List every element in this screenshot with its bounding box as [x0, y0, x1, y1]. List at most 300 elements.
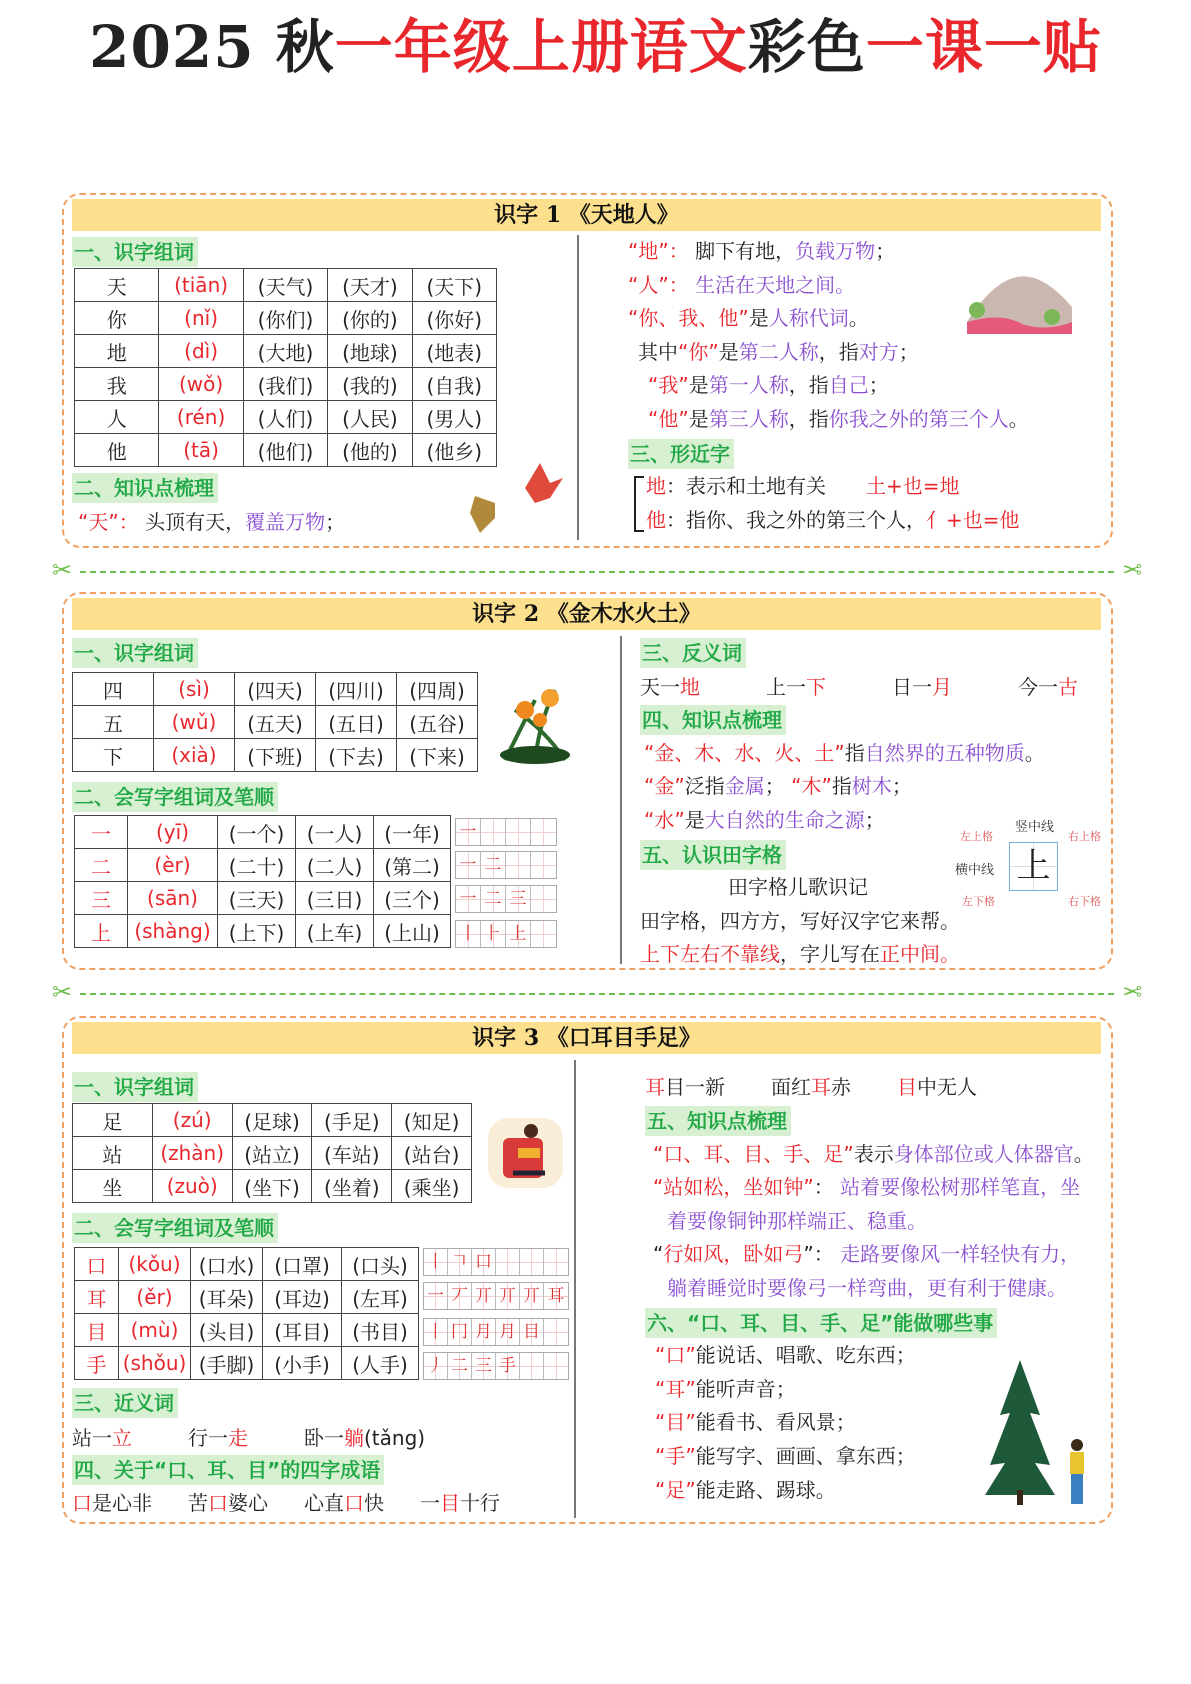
- text-segment: ”：: [803, 1242, 841, 1267]
- text-line: [640, 905, 1045, 939]
- character-cell: 三: [75, 882, 128, 915]
- word-pair: [304, 1486, 420, 1520]
- text-segment: “你、我、他”: [628, 306, 749, 331]
- word-cell: (一人): [296, 816, 374, 849]
- word-cell: (天才): [328, 269, 412, 302]
- character-cell: 天: [75, 269, 159, 302]
- text-segment: “口”: [655, 1343, 696, 1368]
- stroke-step: [531, 852, 556, 878]
- text-segment: “他”: [648, 406, 689, 431]
- stroke-step: [496, 1249, 520, 1275]
- table-row: [75, 401, 497, 434]
- text-segment: 地: [646, 474, 666, 499]
- text-segment: “: [653, 1242, 664, 1267]
- text-segment: 行如风，卧如弓: [663, 1242, 804, 1267]
- word-cell: (手脚): [191, 1347, 263, 1380]
- text-line: [640, 938, 1045, 972]
- table-row: [75, 849, 451, 882]
- word-cell: (天气): [243, 269, 327, 302]
- text-segment: 自己: [828, 373, 869, 398]
- text-segment: 着要像铜钟那样端正、稳重。: [667, 1208, 927, 1233]
- pinyin-cell: (nǐ): [159, 302, 243, 335]
- stroke-step: [506, 819, 531, 845]
- word-cell: (书目): [342, 1314, 419, 1347]
- text-segment: 金属: [724, 774, 765, 799]
- text-segment: 自然界的五种物质: [864, 740, 1025, 765]
- stroke-step: 月: [472, 1319, 496, 1345]
- word-cell: (一年): [374, 816, 451, 849]
- text-segment: 脚下有地，: [688, 239, 796, 263]
- pinyin-cell: (shǒu): [119, 1347, 191, 1380]
- word-pair: [1018, 670, 1144, 704]
- stroke-step: 二: [448, 1353, 472, 1379]
- text-line: [645, 1238, 1094, 1272]
- scissors-icon: ✂: [1121, 978, 1142, 1006]
- section-heading: 一、识字组词: [72, 1072, 198, 1102]
- text-segment: 。: [848, 306, 869, 331]
- word-pair: [72, 1486, 188, 1520]
- text-segment: 田字格儿歌识记: [728, 875, 868, 900]
- text-segment: “水”: [644, 807, 685, 832]
- text-segment: 一年级上册语文: [334, 13, 748, 81]
- word-cell: (下去): [316, 739, 397, 772]
- bracket: [634, 476, 644, 532]
- text-segment: 天一: [640, 675, 680, 699]
- word-cell: (口罩): [263, 1248, 342, 1281]
- stroke-step: 丨: [424, 1249, 448, 1275]
- stroke-step: 二: [481, 886, 506, 912]
- text-segment: ，指: [788, 406, 829, 431]
- stroke-step: [544, 1353, 568, 1379]
- text-segment: “手”: [655, 1443, 696, 1468]
- table-row: [75, 1347, 419, 1380]
- table-row: [73, 706, 478, 739]
- cut-line: [52, 978, 1142, 1006]
- word-cell: (他的): [328, 434, 412, 467]
- text-segment: “足”: [655, 1477, 696, 1502]
- pinyin-cell: (èr): [128, 849, 218, 882]
- word-cell: (一个): [218, 816, 296, 849]
- text-segment: 。: [1024, 740, 1045, 765]
- text-segment: 口: [72, 1491, 92, 1515]
- word-cell: (口水): [191, 1248, 263, 1281]
- text-segment: ，字儿写在: [780, 942, 880, 967]
- text-segment: 第一人称: [708, 373, 789, 398]
- pinyin-cell: (yī): [128, 816, 218, 849]
- text-segment: 能走路、踢球。: [695, 1477, 836, 1502]
- text-segment: 苦: [188, 1491, 208, 1515]
- text-segment: 站着要像松树那样笔直，坐: [840, 1175, 1081, 1200]
- reading-girl-illustration: [483, 1113, 568, 1193]
- text-segment: 田字格，四方方，写好汉字它来帮。: [640, 908, 960, 933]
- text-line: [645, 1138, 1094, 1172]
- word-pair: [188, 1421, 304, 1455]
- column-divider: [620, 636, 622, 964]
- word-cell: (耳边): [263, 1281, 342, 1314]
- character-cell: 人: [75, 401, 159, 434]
- section-heading: 二、知识点梳理: [72, 473, 218, 503]
- text-segment: ：表示和土地有关: [666, 474, 866, 499]
- text-segment: 走: [228, 1426, 248, 1450]
- stroke-step: 目: [520, 1319, 544, 1345]
- word-cell: (大地): [243, 335, 327, 368]
- table-row: [75, 816, 451, 849]
- section-heading: 五、认识田字格: [640, 840, 786, 870]
- pinyin-cell: (tiān): [159, 269, 243, 302]
- stroke-order-grid: [455, 885, 557, 913]
- word-cell: (五日): [316, 706, 397, 739]
- text-segment: “人”：: [628, 272, 689, 297]
- tianzige-label: 右上格: [1068, 830, 1101, 843]
- word-cell: (二人): [296, 849, 374, 882]
- text-segment: 目: [897, 1075, 917, 1099]
- section-heading: 四、关于“口、耳、目”的四字成语: [72, 1455, 384, 1485]
- text-segment: 躺: [344, 1426, 364, 1450]
- word-cell: (下来): [397, 739, 478, 772]
- table-row: [73, 1170, 472, 1203]
- text-segment: “口、耳、目、手、足”: [653, 1141, 854, 1166]
- text-segment: 立: [112, 1426, 132, 1450]
- text-segment: 上一: [766, 675, 806, 699]
- text-segment: 面红: [771, 1075, 811, 1099]
- text-segment: 月: [932, 675, 952, 699]
- pinyin-cell: (zú): [152, 1104, 232, 1137]
- word-cell: (手足): [312, 1104, 392, 1137]
- character-cell: 二: [75, 849, 128, 882]
- text-segment: 其中: [638, 339, 678, 364]
- text-segment: (tǎng): [364, 1426, 426, 1450]
- text-segment: 大自然的生命之源: [704, 807, 865, 832]
- text-segment: “站如松，坐如钟”: [653, 1175, 814, 1200]
- character-cell: 下: [73, 739, 154, 772]
- text-segment: 是: [684, 807, 705, 832]
- pinyin-cell: (wǒ): [159, 368, 243, 401]
- text-segment: 口: [208, 1491, 228, 1515]
- character-cell: 手: [75, 1347, 119, 1380]
- text-segment: 人称代词: [768, 306, 849, 331]
- text-segment: 树木: [851, 774, 892, 799]
- text-line: [645, 1171, 1094, 1205]
- antonym-row: [640, 670, 1144, 704]
- word-cell: (上车): [296, 915, 374, 948]
- word-pair: [892, 670, 1018, 704]
- stroke-order-grid: [455, 851, 557, 879]
- word-cell: (人民): [328, 401, 412, 434]
- text-segment: “天”：: [78, 510, 139, 534]
- word-cell: (四川): [316, 673, 397, 706]
- text-segment: 能说话、唱歌、吃东西；: [695, 1343, 916, 1368]
- word-cell: (上山): [374, 915, 451, 948]
- stroke-step: 手: [496, 1353, 520, 1379]
- text-line: [628, 504, 1029, 538]
- section-heading: 三、反义词: [640, 638, 746, 668]
- pinyin-cell: (wǔ): [154, 706, 235, 739]
- section-heading: 一、识字组词: [72, 237, 198, 267]
- word-cell: (耳朵): [191, 1281, 263, 1314]
- table-row: [75, 434, 497, 467]
- text-segment: ：: [813, 1175, 841, 1200]
- scissors-icon: ✂: [52, 556, 73, 584]
- character-cell: 地: [75, 335, 159, 368]
- word-cell: (地表): [412, 335, 496, 368]
- word-cell: (坐下): [232, 1170, 312, 1203]
- text-segment: ，指: [788, 373, 829, 398]
- text-segment: “目”: [655, 1410, 696, 1435]
- text-line: [640, 770, 1045, 804]
- text-segment: 第三人称: [708, 406, 789, 431]
- character-cell: 我: [75, 368, 159, 401]
- stroke-step: [531, 886, 556, 912]
- stroke-step: 二: [481, 852, 506, 878]
- stroke-step: 丨: [456, 921, 481, 947]
- scissors-icon: ✂: [1121, 556, 1142, 584]
- word-cell: (你好): [412, 302, 496, 335]
- word-cell: (人们): [243, 401, 327, 434]
- text-segment: “我”: [648, 373, 689, 398]
- stroke-step: 一: [456, 819, 481, 845]
- table-row: [75, 335, 497, 368]
- text-segment: “地”：: [628, 239, 689, 263]
- section-heading: 三、近义词: [72, 1388, 178, 1418]
- text-segment: 正中间。: [880, 942, 960, 967]
- text-segment: 指: [844, 740, 865, 765]
- text-segment: 一: [420, 1491, 440, 1515]
- word-cell: (男人): [412, 401, 496, 434]
- character-cell: 一: [75, 816, 128, 849]
- word-pair: [72, 1421, 188, 1455]
- section-heading: 四、知识点梳理: [640, 705, 786, 735]
- word-table: [74, 268, 497, 467]
- pinyin-cell: (rén): [159, 401, 243, 434]
- stroke-step: 耳: [544, 1283, 568, 1309]
- character-cell: 坐: [73, 1170, 153, 1203]
- word-table: [72, 1103, 472, 1203]
- text-segment: ；: [898, 339, 919, 364]
- text-segment: “木”: [791, 774, 832, 799]
- text-segment: ；: [868, 373, 889, 398]
- stroke-step: 𠃍: [448, 1249, 472, 1275]
- synonym-row: [72, 1421, 426, 1455]
- text-segment: 身体部位或人体器官: [893, 1141, 1074, 1166]
- pinyin-cell: (sì): [154, 673, 235, 706]
- table-row: [75, 302, 497, 335]
- stroke-step: [544, 1319, 568, 1345]
- tianzige-label: 左下格: [962, 895, 995, 908]
- pinyin-cell: (xià): [154, 739, 235, 772]
- text-line: [628, 369, 1029, 403]
- text-segment: “金”: [644, 774, 685, 799]
- text-segment: “你”: [678, 339, 719, 364]
- text-line: [628, 403, 1029, 437]
- text-segment: 婆心: [228, 1491, 268, 1515]
- text-segment: 上下左右不靠线: [640, 942, 780, 967]
- stroke-step: 口: [472, 1249, 496, 1275]
- character-cell: 他: [75, 434, 159, 467]
- character-cell: 足: [73, 1104, 153, 1137]
- scissors-icon: ✂: [52, 978, 73, 1006]
- word-table: [72, 672, 478, 772]
- text-segment: 泛指: [684, 774, 725, 799]
- pinyin-cell: (tā): [159, 434, 243, 467]
- word-cell: (站立): [232, 1137, 312, 1170]
- lesson-header: 识字 1 《天地人》: [72, 199, 1101, 231]
- pinyin-cell: (ěr): [119, 1281, 191, 1314]
- character-cell: 耳: [75, 1281, 119, 1314]
- stroke-order-grid: [423, 1352, 569, 1380]
- stroke-step: 三: [506, 886, 531, 912]
- word-cell: (地球): [328, 335, 412, 368]
- stroke-step: 丿: [424, 1353, 448, 1379]
- butterflies-illustration: [465, 458, 565, 538]
- pinyin-cell: (dì): [159, 335, 243, 368]
- word-cell: (小手): [263, 1347, 342, 1380]
- word-cell: (他乡): [412, 434, 496, 467]
- word-pair: [897, 1070, 1023, 1104]
- stroke-step: 丌: [472, 1283, 496, 1309]
- text-segment: 日一: [892, 675, 932, 699]
- tianzige-label: 竖中线: [1015, 820, 1055, 835]
- word-cell: (三个): [374, 882, 451, 915]
- lesson-header: 识字 3 《口耳目手足》: [72, 1022, 1101, 1054]
- table-row: [75, 1281, 419, 1314]
- word-cell: (站台): [392, 1137, 472, 1170]
- text-line: [628, 470, 1029, 504]
- table-row: [75, 1248, 419, 1281]
- word-pair: [640, 670, 766, 704]
- text-segment: 能写字、画画、拿东西；: [695, 1443, 916, 1468]
- word-cell: (左耳): [342, 1281, 419, 1314]
- tianzige-label: 左上格: [960, 830, 993, 843]
- word-pair: [304, 1421, 426, 1455]
- stroke-step: [520, 1249, 544, 1275]
- page-title: [0, 0, 1191, 84]
- pinyin-cell: (kǒu): [119, 1248, 191, 1281]
- text-segment: 耳: [645, 1075, 665, 1099]
- text-line: [640, 737, 1045, 771]
- text-segment: 他: [646, 507, 666, 532]
- section-heading: 二、会写字组词及笔顺: [72, 782, 278, 812]
- word-cell: (人手): [342, 1347, 419, 1380]
- table-row: [75, 882, 451, 915]
- character-cell: 站: [73, 1137, 153, 1170]
- text-segment: 目一新: [665, 1075, 725, 1099]
- stroke-order-grid: [455, 818, 557, 846]
- tree-and-boy-illustration: [985, 1355, 1095, 1510]
- text-segment: 指: [831, 774, 852, 799]
- stroke-step: [544, 1249, 568, 1275]
- text-segment: 古: [1058, 675, 1078, 699]
- stroke-step: 丌: [520, 1283, 544, 1309]
- text-segment: 你我之外的第三个人: [828, 406, 1009, 431]
- writing-table: [74, 1247, 419, 1380]
- pinyin-cell: (mù): [119, 1314, 191, 1347]
- table-row: [73, 1104, 472, 1137]
- text-segment: 第二人称: [738, 339, 819, 364]
- table-row: [73, 739, 478, 772]
- stroke-step: 一: [456, 886, 481, 912]
- stroke-order-grid: [423, 1282, 569, 1310]
- text-segment: 是心非: [92, 1491, 152, 1515]
- text-segment: 土+也=地: [866, 474, 960, 499]
- word-cell: (四周): [397, 673, 478, 706]
- stroke-order-grid: [423, 1248, 569, 1276]
- flowers-illustration: [495, 680, 575, 765]
- word-cell: (第二): [374, 849, 451, 882]
- stroke-step: 一: [456, 852, 481, 878]
- text-segment: ：指你、我之外的第三个人，: [666, 507, 926, 532]
- word-pair: [420, 1486, 536, 1520]
- column-divider: [577, 235, 579, 540]
- text-segment: 快: [364, 1491, 384, 1515]
- word-cell: (他们): [243, 434, 327, 467]
- table-row: [75, 1314, 419, 1347]
- pinyin-cell: (zuò): [152, 1170, 232, 1203]
- word-cell: (你们): [243, 302, 327, 335]
- word-pair: [771, 1070, 897, 1104]
- text-segment: ；: [325, 510, 346, 534]
- mountain-illustration: [962, 262, 1077, 342]
- text-segment: 躺着睡觉时要像弓一样弯曲，更有利于健康。: [667, 1275, 1067, 1300]
- text-segment: ；: [864, 807, 885, 832]
- idiom-row: [645, 1070, 1023, 1104]
- word-pair: [188, 1486, 304, 1520]
- idiom-row: [72, 1486, 536, 1520]
- table-row: [75, 368, 497, 401]
- table-row: [73, 1137, 472, 1170]
- section-heading: 五、知识点梳理: [645, 1106, 791, 1136]
- word-cell: (车站): [312, 1137, 392, 1170]
- stroke-step: 三: [472, 1353, 496, 1379]
- text-segment: 能听声音；: [695, 1376, 796, 1401]
- text-segment: 是: [688, 373, 709, 398]
- word-cell: (我的): [328, 368, 412, 401]
- knowledge-line: [78, 506, 345, 540]
- stroke-step: 上: [506, 921, 531, 947]
- tianzige-diagram: 上: [1009, 842, 1058, 891]
- text-segment: 亻+也=他: [926, 507, 1020, 532]
- text-segment: 心直: [304, 1491, 344, 1515]
- text-segment: 十行: [460, 1491, 500, 1515]
- section-heading: 一、识字组词: [72, 638, 198, 668]
- text-segment: 彩色: [747, 13, 866, 81]
- text-segment: 覆盖万物: [245, 510, 326, 534]
- table-row: [75, 915, 451, 948]
- pinyin-cell: (sān): [128, 882, 218, 915]
- text-segment: 地: [680, 675, 700, 699]
- stroke-step: 月: [496, 1319, 520, 1345]
- word-cell: (头目): [191, 1314, 263, 1347]
- text-segment: 表示: [853, 1141, 894, 1166]
- word-cell: (五谷): [397, 706, 478, 739]
- text-line: [645, 1205, 1094, 1239]
- word-pair: [766, 670, 892, 704]
- character-cell: 四: [73, 673, 154, 706]
- text-segment: ；: [891, 774, 912, 799]
- text-segment: 是: [748, 306, 769, 331]
- stroke-step: 丌: [496, 1283, 520, 1309]
- text-segment: 口: [344, 1491, 364, 1515]
- cut-line: [52, 556, 1142, 584]
- word-cell: (我们): [243, 368, 327, 401]
- text-segment: 下: [806, 675, 826, 699]
- text-segment: 是: [688, 406, 709, 431]
- text-segment: 走路要像风一样轻快有力，: [840, 1242, 1081, 1267]
- word-cell: (自我): [412, 368, 496, 401]
- character-cell: 口: [75, 1248, 119, 1281]
- section-heading: 三、形近字: [628, 439, 734, 469]
- text-line: [645, 1272, 1094, 1306]
- table-row: [75, 269, 497, 302]
